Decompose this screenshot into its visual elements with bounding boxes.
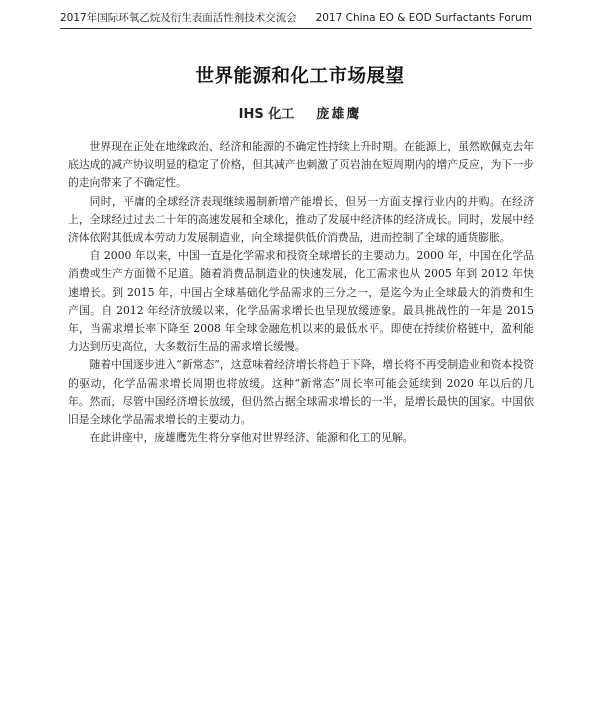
- byline-organization: IHS 化工: [238, 107, 295, 122]
- paragraph: 自 2000 年以来，中国一直是化学需求和投资全球增长的主要动力。2000 年，中国在化学品消费或生产方面微不足道。随着消费品制造业的快速发展，化工需求也从 2005 年到 2012 年快速增长。到 2015 年，中国占全球基础化学品需求的三分之一，是迄今为止全球最大的消费和生产国。自 2012 年经济放缓以来，化学品需求增长也呈现放缓迹象。最具挑战性的一年是 2015 年，当需求增长率下降至 2008 年全球金融危机以来的最低水平。即使在持续价格链中，盈利能力达到历史高位，大多数衍生品的需求增长缓慢。: [68, 249, 534, 354]
- running-header: [60, 10, 532, 26]
- byline-author: 庞雄鹰: [316, 107, 362, 122]
- article-body: [68, 138, 534, 447]
- header-divider: [60, 28, 532, 29]
- article-title: 世界能源和化工市场展望: [195, 66, 405, 87]
- paragraph: 随着中国逐步进入“新常态”，这意味着经济增长将趋于下降，增长将不再受制造业和资本投资的驱动，化学品需求增长周期也将放缓。这种“新常态”周长率可能会延续到 2020 年以后的几年。然而，尽管中国经济增长放缓，但仍然占据全球需求增长的一半，是增长最快的国家。中国依旧是全球化学品需求增长的主要动力。: [68, 358, 534, 427]
- paragraph: 同时，平庸的全球经济表现继续遏制新增产能增长，但另一方面支撑行业内的并购。在经济上，全球经过过去二十年的高速发展和全球化，推动了发展中经济体的经济成长。同时，发展中经济体依附其低成本劳动力发展制造业，向全球提供低价消费品，进而控制了全球的通货膨胀。: [68, 194, 534, 245]
- byline: [60, 103, 540, 122]
- header-conference-title-cn: 2017年国际环氧乙烷及衍生表面活性剂技术交流会: [60, 12, 297, 24]
- header-conference-title-en: 2017 China EO & EOD Surfactants Forum: [315, 12, 532, 24]
- paragraph: 世界现在正处在地缘政治、经济和能源的不确定性持续上升时期。在能源上，虽然欧佩克去年底达成的减产协议明显的稳定了价格，但其减产也刺激了页岩油在短周期内的增产反应，为下一步的走向带来了不确定性。: [68, 140, 534, 190]
- paragraph: 在此讲座中，庞雄鹰先生将分享他对世界经济、能源和化工的见解。: [89, 431, 414, 445]
